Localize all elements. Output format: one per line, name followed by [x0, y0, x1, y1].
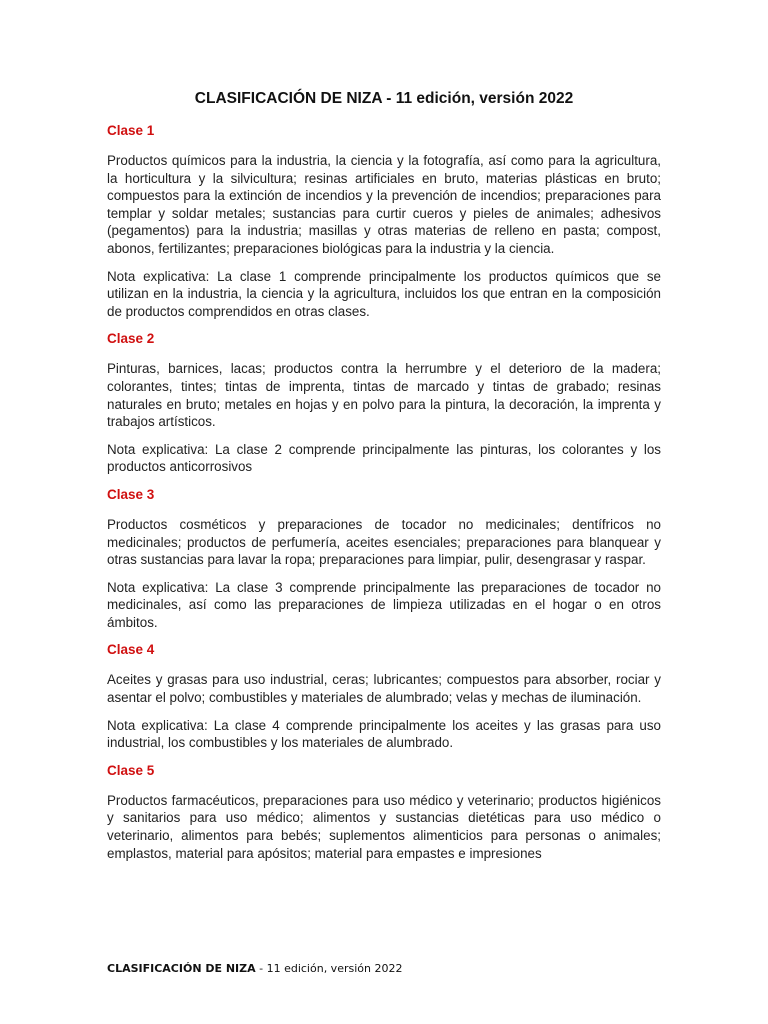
class-heading: Clase 1 — [107, 123, 155, 138]
explanatory-note: Nota explicativa: La clase 2 comprende principalmente las pinturas, los colorantes y los productos anticorrosivos — [107, 441, 661, 475]
footer-bold-title: CLASIFICACIÓN DE NIZA — [107, 962, 256, 975]
class-description: Productos farmacéuticos, preparaciones para uso médico y veterinario; productos higiénicos y sanitarios para uso médico; alimentos y sustancias dietéticas para uso médico o veterinario, alimentos para bebés; suplementos alimenticios para personas o animales; emplastos, material para apósitos; material para empastes e impresiones — [107, 792, 661, 861]
section-clase-2 — [107, 330, 661, 476]
section-clase-1 — [107, 122, 661, 320]
class-heading: Clase 5 — [107, 762, 155, 778]
section-clase-3 — [107, 486, 661, 632]
section-clase-4 — [107, 641, 661, 751]
section-clase-5 — [107, 762, 661, 862]
class-heading: Clase 4 — [107, 642, 155, 658]
class-heading: Clase 3 — [107, 486, 155, 502]
class-description: Aceites y grasas para uso industrial, ceras; lubricantes; compuestos para absorber, rociar y asentar el polvo; combustibles y materiales de alumbrado; velas y mechas de iluminación. — [107, 672, 661, 706]
class-description: Productos químicos para la industria, la ciencia y la fotografía, así como para la agricultura, la horticultura y la silvicultura; resinas artificiales en bruto, materias plásticas en bruto; compuestos para la extinción de incendios y la prevención de incendios; preparaciones para templar y soldar metales; sustancias para curtir cueros y pieles de animales; adhesivos (pegamentos) para la industria; masillas y otras materias de relleno en pasta; compost, abonos, fertilizantes; preparaciones biológicas para la industria y la ciencia. — [107, 153, 661, 256]
document-content — [107, 122, 661, 872]
page-footer — [107, 962, 402, 975]
explanatory-note: Nota explicativa: La clase 1 comprende principalmente los productos químicos que se utilizan en la industria, la ciencia y la agricultura, incluidos los que entran en la composición de productos comprendidos en otras clases. — [107, 268, 661, 319]
class-description: Productos cosméticos y preparaciones de tocador no medicinales; dentífricos no medicinales; productos de perfumería, aceites esenciales; preparaciones para blanquear y otras sustancias para lavar la ropa; preparaciones para limpiar, pulir, desengrasar y raspar. — [107, 516, 661, 568]
class-description: Pinturas, barnices, lacas; productos contra la herrumbre y el deterioro de la madera; colorantes, tintes; tintas de imprenta, tintas de marcado y tintas de grabado; resinas naturales en bruto; metales en hojas y en polvo para la pintura, la decoración, la imprenta y trabajos artísticos. — [107, 361, 661, 430]
explanatory-note: Nota explicativa: La clase 4 comprende principalmente los aceites y las grasas para uso industrial, los combustibles y los materiales de alumbrado. — [107, 717, 661, 751]
page-title: CLASIFICACIÓN DE NIZA - 11 edición, versión 2022 — [194, 90, 574, 107]
class-heading: Clase 2 — [107, 331, 155, 347]
footer-edition: - 11 edición, versión 2022 — [255, 962, 403, 975]
explanatory-note: Nota explicativa: La clase 3 comprende principalmente las preparaciones de tocador no medicinales, así como las preparaciones de limpieza utilizadas en el hogar o en otros ámbitos. — [107, 579, 661, 630]
